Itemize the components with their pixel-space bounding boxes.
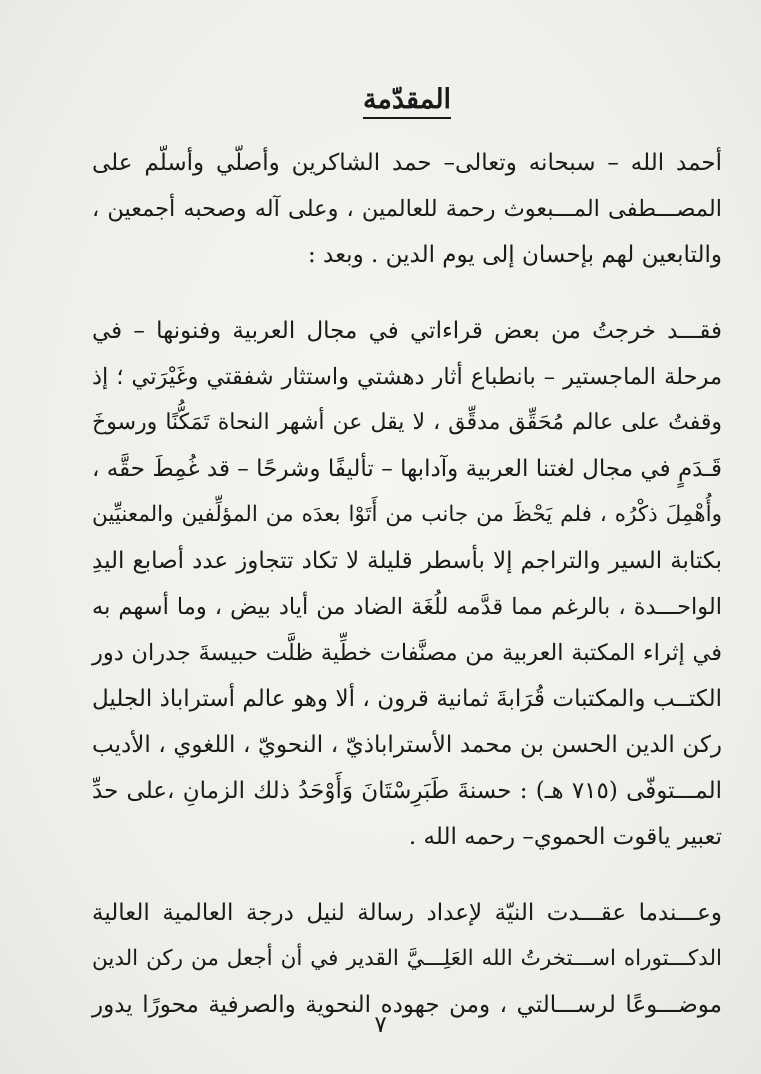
text-line: مرحلة الماجستير – بانطباع أثار دهشتي واستثار شفقتي وغَيْرَتي ؛ إذ [92, 364, 722, 390]
text-line: تعبير ياقوت الحموي– رحمه الله . [408, 824, 722, 850]
text-line: موضـــوعًا لرســـالتي ، ومن جهوده النحوية والصرفية محورًا يدور [92, 992, 722, 1018]
text-line: الواحـــدة ، بالرغم مما قدَّمه للُغَة الضاد من أياد بيض ، وما أسهم به [92, 594, 722, 620]
text-line: المـــتوفّى (٧١٥ هـ) : حسنةَ طَبَرِسْتَانَ وَأَوْحَدُ ذلك الزمانِ ،على حدِّ [92, 778, 722, 804]
paragraph-1 [92, 140, 722, 278]
page-number: ٧ [374, 1012, 387, 1038]
text-line: المصـــطفى المـــبعوث رحمة للعالمين ، وعلى آله وصحبه أجمعين ، [92, 196, 722, 222]
page-content [92, 78, 722, 1028]
text-line: وأُهْمِلَ ذكْرُه ، فلم يَحْظَ من جانب من أَتَوْا بعدَه من المؤلِّفين والمعنيِّين [92, 502, 722, 527]
text-line: ركن الدين الحسن بن محمد الأستراباذيّ ، النحويّ ، اللغوي ، الأديب [92, 732, 722, 758]
page-title [92, 78, 722, 122]
paragraph-2 [92, 308, 722, 860]
text-line: بكتابة السير والتراجم إلا بأسطر قليلة لا تكاد تتجاوز عدد أصابع اليدِ [92, 548, 722, 574]
text-line: الدكـــتوراه اســـتخرتُ الله العَلِـــيَّ القدير في أن أجعل من ركن الدين [92, 946, 722, 971]
text-line: وعـــندما عقـــدت النيّة لإعداد رسالة لنيل درجة العالمية العالية [92, 900, 722, 926]
text-line: أحمد الله – سبحانه وتعالى– حمد الشاكرين وأصلّي وأسلّم على [92, 150, 722, 176]
paragraph-3 [92, 890, 722, 1028]
text-line: الكتــب والمكتبات قُرَابةَ ثمانية قرون ، ألا وهو عالم أستراباذ الجليل [92, 686, 722, 712]
text-line: قَـدَمٍ في مجال لغتنا العربية وآدابها – تأليفًا وشرحًا – قد غُمِطَ حقَّه ، [92, 456, 722, 482]
text-line: وقفتُ على عالم مُحَقِّق مدقِّق ، لا يقل عن أشهر النحاة تَمَكُّنًا ورسوخَ [92, 410, 722, 435]
text-line: فقـــد خرجتُ من بعض قراءاتي في مجال العربية وفنونها – في [92, 318, 722, 344]
text-line: في إثراء المكتبة العربية من مصنَّفات خطِّية ظلَّت حبيسةَ جدران دور [92, 640, 722, 666]
text-line: والتابعين لهم بإحسان إلى يوم الدين . وبعد : [307, 242, 722, 268]
title-text: المقدّمة [363, 84, 451, 119]
